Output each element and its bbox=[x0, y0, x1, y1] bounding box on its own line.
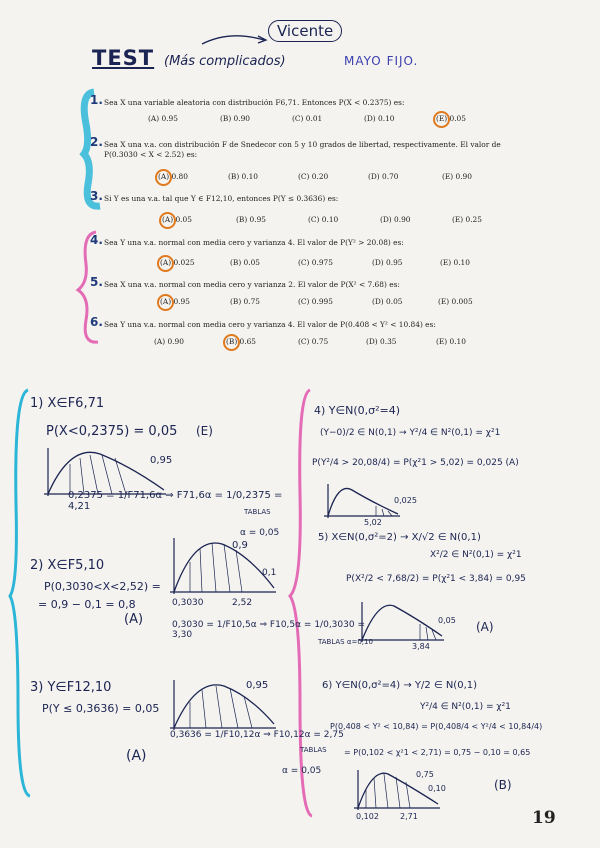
s6-top: 0,75 bbox=[416, 770, 434, 779]
s1-heading: 1) X∈F6,71 bbox=[30, 396, 105, 411]
question-number: 6. bbox=[90, 315, 103, 329]
subtitle: (Más complicados) bbox=[164, 54, 286, 69]
options-1 bbox=[148, 114, 488, 126]
option[interactable]: (E) 0.10 bbox=[440, 258, 470, 267]
s6-chi: Y²/4 ∈ N²(0,1) = χ²1 bbox=[420, 702, 511, 712]
option[interactable]: (B) 0.90 bbox=[220, 114, 251, 123]
question-3 bbox=[90, 189, 524, 204]
page-title: TEST bbox=[92, 46, 155, 70]
selected-ring bbox=[155, 169, 172, 186]
s5-x: 3,84 bbox=[412, 642, 430, 651]
header-note: MAYO FIJO. bbox=[344, 54, 419, 68]
s5-tail: 0,05 bbox=[438, 616, 456, 625]
options-4 bbox=[160, 258, 500, 270]
options-3 bbox=[162, 215, 502, 227]
option[interactable]: (B) 0.05 bbox=[230, 258, 261, 267]
option-selected[interactable]: (E) 0.05 bbox=[436, 114, 466, 123]
s5-answer: (A) bbox=[476, 620, 494, 634]
s6-prob: P(0,408 < Y² < 10,84) = P(0,408/4 < Y²/4 < 10,84/4) bbox=[330, 722, 543, 731]
cyan-left-bracket bbox=[6, 384, 36, 804]
s2-answer: (A) bbox=[124, 612, 144, 627]
s3-prob: P(Y ≤ 0,3636) = 0,05 bbox=[42, 702, 160, 715]
option[interactable]: (D) 0.05 bbox=[372, 297, 403, 306]
option[interactable]: (C) 0.975 bbox=[298, 258, 333, 267]
question-6 bbox=[90, 315, 524, 330]
question-number: 3. bbox=[90, 189, 103, 203]
question-4 bbox=[90, 233, 524, 248]
question-5 bbox=[90, 275, 524, 290]
question-number: 4. bbox=[90, 233, 103, 247]
option[interactable]: (B) 0.75 bbox=[230, 297, 261, 306]
options-2 bbox=[158, 172, 498, 184]
s5-prob: P(X²/2 < 7,68/2) = P(χ²1 < 3,84) = 0,95 bbox=[346, 574, 526, 584]
s5-curve bbox=[356, 600, 446, 644]
options-5 bbox=[160, 297, 500, 309]
option[interactable]: (D) 0.70 bbox=[368, 172, 399, 181]
option-selected[interactable]: (A) 0.025 bbox=[160, 258, 195, 267]
question-number: 2. bbox=[90, 135, 103, 149]
s1-alpha: α = 0,05 bbox=[240, 528, 280, 538]
question-text: Sea X una v.a. normal con media cero y varianza 2. El valor de P(X² < 7.68) es: bbox=[104, 280, 400, 289]
s4-heading: 4) Y∈N(0,σ²=4) bbox=[314, 404, 400, 417]
option[interactable]: (E) 0.005 bbox=[438, 297, 473, 306]
s1-tablas: TABLAS bbox=[244, 508, 271, 516]
option[interactable]: (B) 0.95 bbox=[236, 215, 267, 224]
s4-prob: P(Y²/4 > 20,08/4) = P(χ²1 > 5,02) = 0,025 (A) bbox=[312, 458, 519, 468]
s5-heading: 5) X∈N(0,σ²=2) → X/√2 ∈ N(0,1) bbox=[318, 532, 481, 543]
option[interactable]: (C) 0.20 bbox=[298, 172, 329, 181]
option[interactable]: (D) 0.35 bbox=[366, 337, 397, 346]
option[interactable]: (D) 0.10 bbox=[364, 114, 395, 123]
s6-heading: 6) Y∈N(0,σ²=4) → Y/2 ∈ N(0,1) bbox=[322, 680, 478, 691]
s1-equation: 0,2375 = 1/F71,6α ⇒ F71,6α = 1/0,2375 = 4,21 bbox=[68, 490, 283, 512]
pink-divider-bracket bbox=[286, 384, 316, 824]
s2-prob: P(0,3030<X<2,52) = bbox=[44, 580, 161, 593]
s3-equation: 0,3636 = 1/F10,12α ⇒ F10,12α = 2,75 bbox=[170, 730, 344, 740]
question-1 bbox=[90, 93, 524, 108]
s6-x2: 2,71 bbox=[400, 812, 418, 821]
s2-x2: 2,52 bbox=[232, 598, 253, 608]
s6-x1: 0,102 bbox=[356, 812, 379, 821]
options-6 bbox=[154, 337, 494, 349]
question-2 bbox=[90, 135, 524, 160]
s2-top: 0,9 bbox=[232, 540, 248, 551]
question-text: Si Y es una v.a. tal que Y ∈ F12,10, entonces P(Y ≤ 0.3636) es: bbox=[104, 194, 339, 203]
s3-tablas: TABLAS bbox=[300, 746, 327, 754]
selected-ring bbox=[157, 255, 174, 272]
s2-calc: = 0,9 − 0,1 = 0,8 bbox=[38, 598, 136, 611]
option-selected[interactable]: (B) 0.65 bbox=[226, 337, 256, 346]
s5-chi: X²/2 ∈ N²(0,1) = χ²1 bbox=[430, 550, 522, 560]
option[interactable]: (A) 0.90 bbox=[154, 337, 184, 346]
s4-curve bbox=[322, 482, 402, 520]
s2-right: 0,1 bbox=[262, 568, 277, 578]
option[interactable]: (E) 0.90 bbox=[442, 172, 472, 181]
selected-ring bbox=[159, 212, 176, 229]
s2-equation: 0,3030 = 1/F10,5α ⇒ F10,5α = 1/0,3030 = 3,30 bbox=[172, 620, 365, 640]
option[interactable]: (E) 0.25 bbox=[452, 215, 482, 224]
s2-heading: 2) X∈F5,10 bbox=[30, 558, 105, 573]
s1-result: P(X<0,2375) = 0,05 bbox=[46, 424, 178, 439]
option[interactable]: (E) 0.10 bbox=[436, 337, 466, 346]
s2-tablas: TABLAS α=0,10 bbox=[318, 638, 373, 646]
author-label: Vicente bbox=[268, 20, 342, 42]
option[interactable]: (A) 0.95 bbox=[148, 114, 178, 123]
question-text: Sea X una v.a. con distribución F de Snedecor con 5 y 10 grados de libertad, respectivamente. El valor de P(0.3030 < X < 2.52) es: bbox=[104, 140, 501, 159]
s4-x: 5,02 bbox=[364, 518, 382, 527]
option-selected[interactable]: (A) 0.95 bbox=[160, 297, 190, 306]
page-number: 19 bbox=[532, 808, 556, 828]
option[interactable]: (D) 0.90 bbox=[380, 215, 411, 224]
s2-x1: 0,3030 bbox=[172, 598, 204, 608]
question-text: Sea X una variable aleatoria con distribución F6,71. Entonces P(X < 0.2375) es: bbox=[104, 98, 405, 107]
s6-answer: (B) bbox=[494, 778, 512, 792]
option[interactable]: (C) 0.01 bbox=[292, 114, 323, 123]
s4-tail: 0,025 bbox=[394, 496, 417, 505]
s3-answer: (A) bbox=[126, 748, 147, 764]
arrow-icon bbox=[200, 28, 270, 48]
option[interactable]: (C) 0.75 bbox=[298, 337, 329, 346]
s3-alpha: α = 0,05 bbox=[282, 766, 322, 776]
s6-calc: = P(0,102 < χ²1 < 2,71) = 0,75 − 0,10 = 0,65 bbox=[344, 748, 531, 757]
s3-heading: 3) Y∈F12,10 bbox=[30, 680, 112, 695]
question-text: Sea Y una v.a. normal con media cero y varianza 4. El valor de P(0.408 < Y² < 10.84) es: bbox=[104, 320, 436, 329]
option[interactable]: (B) 0.10 bbox=[228, 172, 259, 181]
option[interactable]: (D) 0.95 bbox=[372, 258, 403, 267]
question-text: Sea Y una v.a. normal con media cero y varianza 4. El valor de P(Y² > 20.08) es: bbox=[104, 238, 404, 247]
question-number: 1. bbox=[90, 93, 103, 107]
selected-ring bbox=[223, 334, 240, 351]
option-selected[interactable]: (A) 0.80 bbox=[158, 172, 188, 181]
question-number: 5. bbox=[90, 275, 103, 289]
s1-answer: (E) bbox=[196, 424, 213, 438]
selected-ring bbox=[157, 294, 174, 311]
s4-std: (Y−0)/2 ∈ N(0,1) → Y²/4 ∈ N²(0,1) = χ²1 bbox=[320, 428, 501, 438]
option-selected[interactable]: (A) 0.05 bbox=[162, 215, 192, 224]
selected-ring bbox=[433, 111, 450, 128]
s6-mid: 0,10 bbox=[428, 784, 446, 793]
option[interactable]: (C) 0.995 bbox=[298, 297, 333, 306]
s3-label: 0,95 bbox=[246, 680, 269, 691]
option[interactable]: (C) 0.10 bbox=[308, 215, 339, 224]
s2-curve bbox=[168, 534, 278, 598]
s1-label: 0,95 bbox=[150, 455, 173, 466]
